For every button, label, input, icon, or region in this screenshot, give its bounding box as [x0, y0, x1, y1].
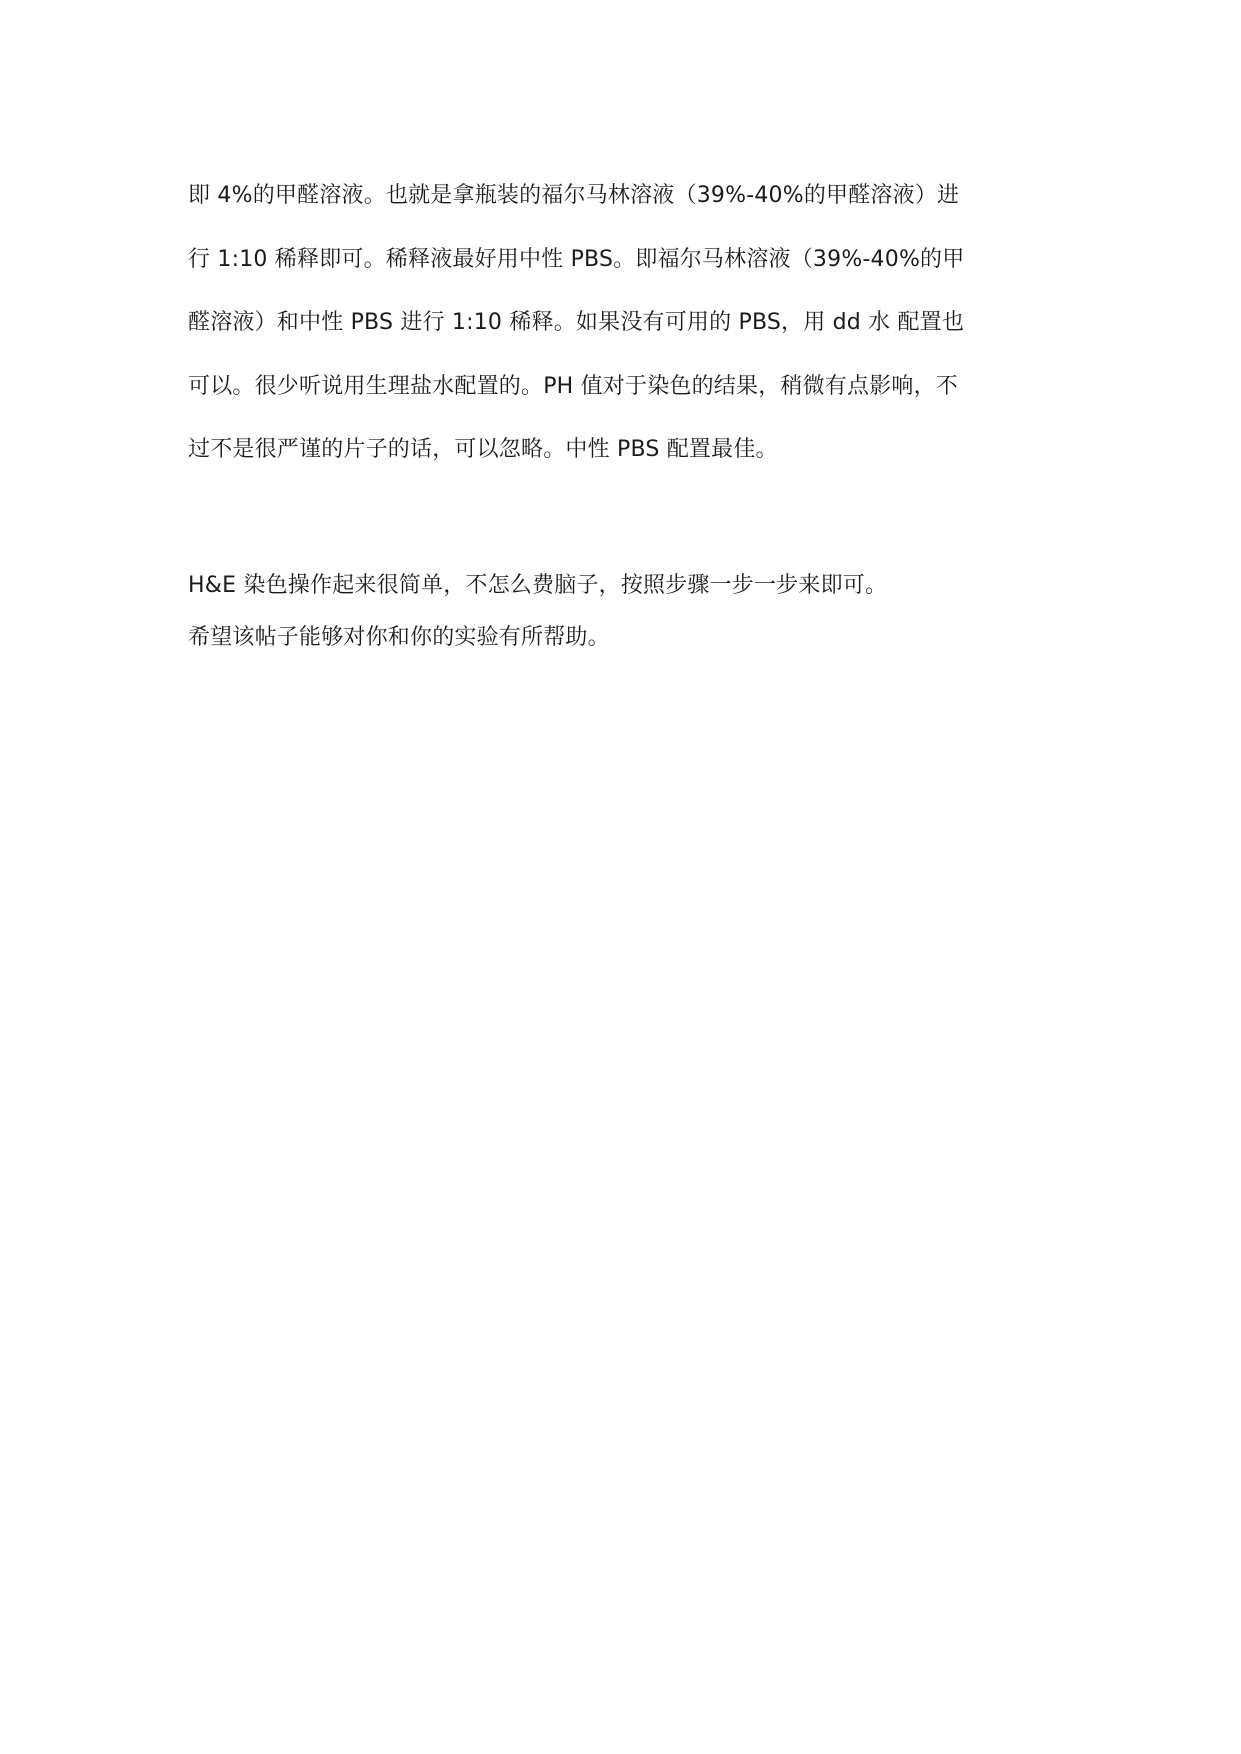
paragraph-line: 行 1:10 稀释即可。稀释液最好用中性 PBS。即福尔马林溶液（39%-40%的甲	[188, 246, 965, 272]
paragraph-closing-remarks	[188, 560, 1058, 664]
paragraph-line: 可以。很少听说用生理盐水配置的。PH 值对于染色的结果，稍微有点影响，不	[188, 373, 959, 399]
paragraph-line: H&E 染色操作起来很简单，不怎么费脑子，按照步骤一步一步来即可。	[188, 573, 888, 598]
paragraph-formalin-dilution	[188, 164, 1058, 482]
paragraph-line: 即 4%的甲醛溶液。也就是拿瓶装的福尔马林溶液（39%-40%的甲醛溶液）进	[188, 183, 960, 208]
paragraph-line: 醛溶液）和中性 PBS 进行 1:10 稀释。如果没有可用的 PBS，用 dd 水 配置也	[188, 310, 965, 335]
paragraph-line: 过不是很严谨的片子的话，可以忽略。中性 PBS 配置最佳。	[188, 437, 778, 462]
paragraph-line: 希望该帖子能够对你和你的实验有所帮助。	[188, 625, 610, 650]
